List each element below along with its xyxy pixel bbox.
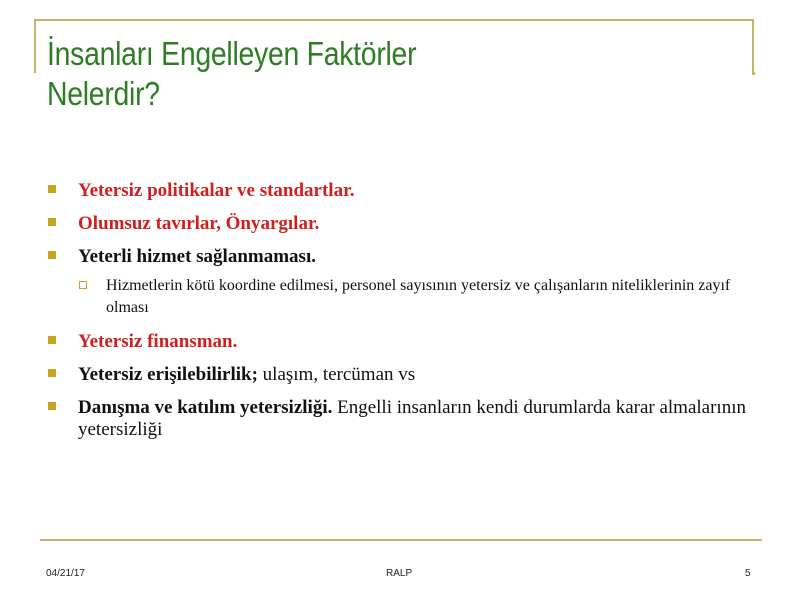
hollow-square-bullet-icon [79,281,87,289]
slide-title-line-2: Nelerdir? [47,75,160,112]
bullet-text: Yetersiz finansman. [78,331,238,352]
square-bullet-icon [48,185,56,193]
bullet-text: Olumsuz tavırlar, Önyargılar. [78,213,320,234]
square-bullet-icon [48,402,56,410]
footer-page-number: 5 [745,568,751,579]
square-bullet-icon [48,218,56,226]
footer-title: RALP [386,568,413,579]
corner-dot [752,72,755,75]
square-bullet-icon [48,369,56,377]
left-border-rule [34,19,36,73]
slide-title [47,34,416,114]
sub-bullet-text: Hizmetlerin kötü koordine edilmesi, personel sayısının yetersiz ve çalışanların niteliklerinin zayıf olması [106,277,731,316]
top-border-rule [34,19,754,21]
bullet-text-rest: ulaşım, tercüman vs [257,364,416,385]
slide-content [48,180,748,452]
bullet-text-bold: Danışma ve katılım yetersizliği. [78,397,333,418]
bullet-item-2 [48,213,748,235]
bullet-item-3 [48,246,748,268]
bullet-item-1 [48,180,748,202]
square-bullet-icon [48,251,56,259]
square-bullet-icon [48,336,56,344]
bullet-item-6 [48,397,748,441]
bullet-item-4 [48,331,748,353]
bullet-text-rest: Engelli insanların kendi durumlarda karar almalarının yetersizliği [78,397,746,440]
bottom-border-rule [40,539,762,541]
bullet-text-bold: Yetersiz erişilebilirlik; [78,364,258,385]
bullet-text: Yeterli hizmet sağlanmaması. [78,246,316,267]
right-border-rule [752,19,754,73]
sub-bullet-item-1 [48,275,748,319]
slide-title-line-1: İnsanları Engelleyen Faktörler [47,35,417,72]
footer-date: 04/21/17 [46,568,85,579]
bullet-item-5 [48,364,748,386]
bullet-text: Yetersiz politikalar ve standartlar. [78,180,355,201]
